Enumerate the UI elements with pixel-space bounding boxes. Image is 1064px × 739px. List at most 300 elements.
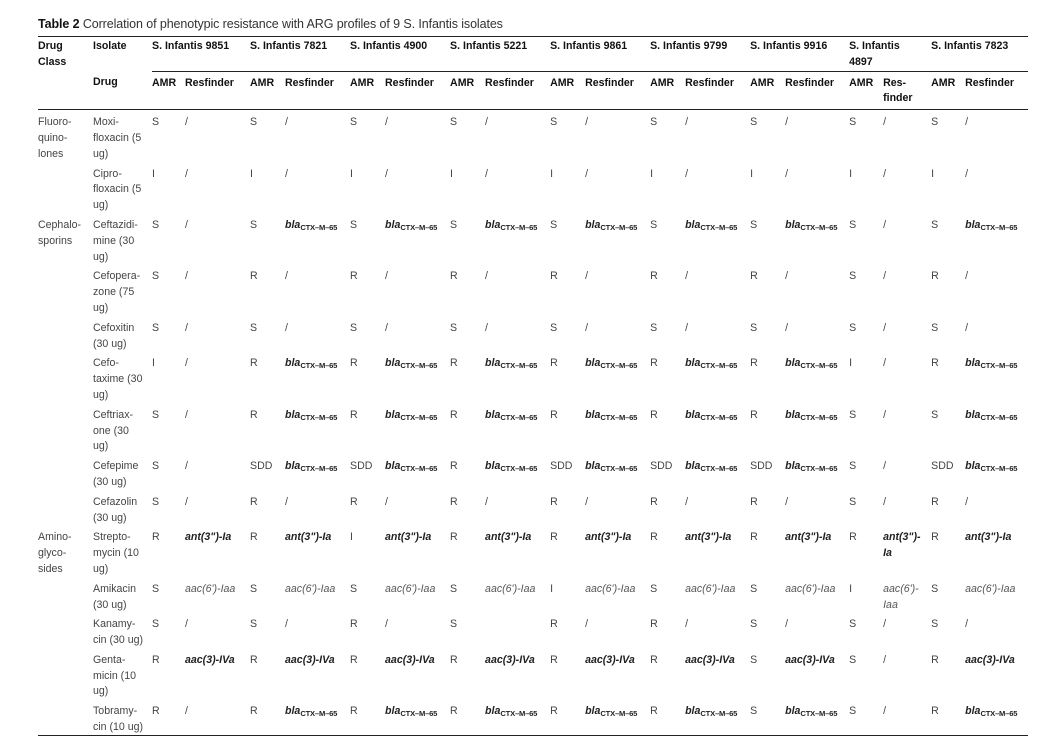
resfinder-gene: bla$_{CTX-M-65}$	[585, 408, 638, 422]
amr-cell: R	[450, 653, 458, 666]
amr-cell: S	[931, 408, 939, 421]
resfinder-cell	[185, 167, 250, 214]
amr-cell: I	[550, 167, 554, 180]
drug-class-cell	[38, 356, 93, 403]
amr-cell: R	[350, 618, 358, 631]
resfinder-gene: aac(6')-Iaa	[485, 582, 536, 595]
resfinder-gene: aac(3)-IVa	[785, 653, 835, 666]
resfinder-cell	[965, 459, 1028, 491]
resfinder-gene: /	[385, 618, 388, 631]
resfinder-cell	[285, 218, 350, 265]
resfinder-cell	[785, 408, 849, 455]
drug-cell: Cefoxitin (30 ug)	[93, 321, 135, 350]
amr-cell: SDD	[650, 460, 673, 473]
drug-cell: Strepto- mycin (10 ug)	[93, 531, 139, 575]
amr-cell: S	[750, 582, 758, 595]
header-isolate-2: S. Infantis 7821	[250, 40, 328, 52]
amr-cell: S	[650, 116, 658, 129]
amr-cell: R	[750, 408, 758, 421]
amr-cell: S	[450, 218, 458, 231]
resfinder-cell	[485, 408, 550, 455]
amr-cell: S	[550, 116, 558, 129]
amr-cell: R	[650, 270, 658, 283]
resfinder-cell	[285, 653, 350, 700]
resfinder-gene: /	[185, 357, 188, 370]
amr-cell: R	[650, 653, 658, 666]
drug-cell: Ceftazidi- mine (30 ug)	[93, 218, 138, 263]
resfinder-gene: /	[883, 618, 887, 631]
header-isolate-7: S. Infantis 9916	[750, 40, 828, 52]
amr-cell: S	[849, 116, 857, 129]
resfinder-cell	[785, 218, 849, 265]
table-row	[38, 653, 1028, 700]
table-row	[38, 530, 1028, 577]
resfinder-gene: /	[285, 321, 288, 334]
resfinder-cell	[785, 582, 849, 614]
resfinder-gene: bla$_{CTX-M-65}$	[685, 408, 738, 422]
resfinder-gene: ant(3")-Ia	[585, 531, 632, 544]
amr-cell: R	[931, 357, 939, 370]
amr-cell: R	[849, 531, 857, 544]
resfinder-gene: aac(6')-Iaa	[965, 582, 1016, 595]
resfinder-cell	[685, 269, 750, 316]
amr-cell: S	[550, 218, 558, 231]
resfinder-gene: bla$_{CTX-M-65}$	[285, 460, 338, 474]
header-amr-6: AMR	[650, 71, 685, 110]
amr-cell: S	[750, 653, 758, 666]
resfinder-cell	[965, 356, 1028, 403]
resfinder-gene: ant(3")- Ia	[883, 531, 921, 560]
drug-cell: Moxi- floxacin (5 ug)	[93, 116, 142, 160]
resfinder-cell	[285, 408, 350, 455]
resfinder-gene: /	[485, 116, 488, 129]
amr-cell: I	[152, 357, 155, 370]
resfinder-gene: /	[883, 218, 887, 231]
header-isolate-9: S. Infantis 7823	[931, 40, 1009, 52]
resfinder-cell	[485, 617, 550, 649]
resfinder-cell	[883, 653, 931, 700]
resfinder-cell	[965, 704, 1028, 736]
resfinder-gene: /	[883, 357, 887, 370]
amr-cell: S	[650, 321, 658, 334]
header-isolate: Isolate	[93, 40, 127, 52]
resfinder-gene: ant(3")-Ia	[385, 531, 432, 544]
resfinder-cell	[285, 110, 350, 163]
resfinder-cell	[185, 617, 250, 649]
resfinder-gene: aac(3)-IVa	[685, 653, 735, 666]
resfinder-cell	[385, 110, 450, 163]
resfinder-cell	[385, 167, 450, 214]
amr-cell: R	[650, 531, 658, 544]
drug-class-cell	[38, 617, 93, 649]
drug-class-cell	[38, 408, 93, 455]
amr-cell: R	[250, 270, 258, 283]
drug-cell: Ceftriax- one (30 ug)	[93, 408, 134, 453]
resfinder-gene: bla$_{CTX-M-65}$	[485, 705, 538, 719]
drug-class-cell	[38, 653, 93, 700]
amr-cell: R	[931, 270, 939, 283]
resfinder-gene: /	[185, 618, 188, 631]
resfinder-cell	[185, 110, 250, 163]
table-header	[38, 37, 1028, 110]
header-isolate-8: S. Infantis 4897	[849, 40, 900, 68]
resfinder-cell	[965, 653, 1028, 700]
resfinder-cell	[485, 218, 550, 265]
resfinder-gene: /	[883, 321, 887, 334]
table-row	[38, 582, 1028, 614]
amr-cell: I	[849, 357, 853, 370]
amr-cell: R	[931, 531, 939, 544]
resfinder-cell	[965, 167, 1028, 214]
resfinder-gene: aac(3)-IVa	[485, 653, 535, 666]
header-isolate-6: S. Infantis 9799	[650, 40, 728, 52]
resfinder-gene: /	[485, 495, 488, 508]
resfinder-gene: bla$_{CTX-M-65}$	[785, 705, 838, 719]
resfinder-cell	[385, 617, 450, 649]
resfinder-cell	[385, 269, 450, 316]
resfinder-cell	[785, 617, 849, 649]
header-resfinder-8: Res- finder	[883, 71, 931, 110]
amr-cell: S	[250, 116, 258, 129]
resfinder-gene: bla$_{CTX-M-65}$	[685, 357, 738, 371]
amr-cell: R	[931, 705, 939, 718]
resfinder-cell	[883, 530, 931, 577]
resfinder-cell	[685, 356, 750, 403]
amr-cell: R	[350, 270, 358, 283]
resfinder-gene: bla$_{CTX-M-65}$	[485, 460, 538, 474]
resfinder-cell	[965, 110, 1028, 163]
resfinder-cell	[785, 495, 849, 527]
resfinder-cell	[965, 582, 1028, 614]
table-caption-text: Correlation of phenotypic resistance with ARG profiles of 9 S. Infantis isolates	[82, 17, 503, 31]
resfinder-gene: /	[883, 167, 887, 180]
resfinder-gene: /	[485, 321, 488, 334]
resfinder-gene: /	[883, 116, 887, 129]
resfinder-gene: /	[785, 321, 789, 334]
resfinder-gene: ant(3")-Ia	[485, 531, 532, 544]
amr-cell: R	[931, 653, 939, 666]
amr-cell: R	[250, 653, 258, 666]
resfinder-gene: aac(3)-IVa	[185, 653, 235, 666]
amr-cell: S	[152, 321, 160, 334]
drug-cell: Amikacin (30 ug)	[93, 582, 136, 611]
resfinder-cell	[685, 617, 750, 649]
amr-cell: S	[931, 116, 939, 129]
amr-cell: S	[550, 321, 558, 334]
resfinder-gene: /	[585, 167, 589, 180]
resfinder-cell	[685, 704, 750, 736]
amr-cell: R	[450, 408, 458, 421]
resfinder-gene: bla$_{CTX-M-65}$	[385, 460, 438, 474]
resfinder-gene: /	[685, 116, 689, 129]
drug-class-cell: Fluoro- quino- lones	[38, 116, 72, 160]
amr-cell: R	[350, 705, 358, 718]
resfinder-gene: bla$_{CTX-M-65}$	[285, 218, 338, 232]
resfinder-cell	[385, 218, 450, 265]
resfinder-gene: /	[965, 270, 969, 283]
amr-cell: SDD	[350, 460, 373, 473]
resfinder-cell	[585, 167, 650, 214]
resfinder-cell	[185, 653, 250, 700]
amr-cell: R	[750, 495, 758, 508]
resfinder-gene: /	[965, 495, 969, 508]
resfinder-cell	[685, 110, 750, 163]
resfinder-cell	[685, 408, 750, 455]
resfinder-cell	[485, 582, 550, 614]
resfinder-cell	[883, 321, 931, 353]
resfinder-gene: /	[185, 218, 188, 231]
resfinder-cell	[883, 356, 931, 403]
resfinder-cell	[285, 356, 350, 403]
resfinder-gene: /	[185, 270, 188, 283]
resfinder-gene: /	[883, 705, 887, 718]
resfinder-gene: aac(3)-IVa	[285, 653, 335, 666]
amr-cell: I	[250, 167, 253, 180]
resfinder-cell	[685, 321, 750, 353]
resfinder-cell	[485, 110, 550, 163]
amr-cell: S	[849, 495, 857, 508]
header-amr-7: AMR	[750, 71, 785, 110]
amr-cell: S	[450, 618, 458, 631]
resfinder-cell	[883, 269, 931, 316]
amr-cell: S	[450, 582, 458, 595]
resfinder-cell	[965, 495, 1028, 527]
amr-cell: R	[650, 495, 658, 508]
resfinder-cell	[965, 617, 1028, 649]
resfinder-gene: bla$_{CTX-M-65}$	[385, 408, 438, 422]
amr-cell: S	[350, 321, 358, 334]
resfinder-gene: bla$_{CTX-M-65}$	[285, 705, 338, 719]
table-row	[38, 617, 1028, 649]
resfinder-cell	[385, 495, 450, 527]
resfinder-gene: /	[785, 618, 789, 631]
resfinder-gene: bla$_{CTX-M-65}$	[485, 218, 538, 232]
resfinder-gene: bla$_{CTX-M-65}$	[685, 460, 738, 474]
amr-cell: R	[152, 531, 160, 544]
resfinder-gene: /	[385, 270, 388, 283]
amr-cell: S	[750, 116, 758, 129]
amr-cell: R	[350, 495, 358, 508]
header-drug-class: Drug Class	[38, 40, 67, 68]
amr-cell: SDD	[250, 460, 273, 473]
amr-cell: S	[250, 218, 258, 231]
amr-cell: R	[250, 705, 258, 718]
resfinder-cell	[883, 408, 931, 455]
resfinder-cell	[883, 617, 931, 649]
resfinder-gene: /	[285, 167, 288, 180]
resfinder-gene: bla$_{CTX-M-65}$	[785, 408, 838, 422]
resfinder-gene: /	[185, 495, 188, 508]
amr-cell: R	[650, 618, 658, 631]
amr-cell: S	[650, 582, 658, 595]
header-resfinder-7: Resfinder	[785, 71, 849, 110]
resfinder-gene: ant(3")-Ia	[965, 531, 1012, 544]
resfinder-cell	[785, 321, 849, 353]
amr-cell: R	[650, 705, 658, 718]
resfinder-cell	[685, 167, 750, 214]
header-amr-8: AMR	[849, 71, 883, 110]
resfinder-cell	[185, 218, 250, 265]
resfinder-gene: aac(6')-Iaa	[185, 582, 236, 595]
amr-cell: S	[152, 218, 160, 231]
amr-cell: S	[849, 218, 857, 231]
amr-cell: S	[350, 218, 358, 231]
resfinder-gene: aac(3)-IVa	[585, 653, 635, 666]
resfinder-cell	[965, 321, 1028, 353]
amr-cell: R	[550, 653, 558, 666]
table-row	[38, 110, 1028, 163]
amr-cell: S	[849, 618, 857, 631]
resfinder-cell	[585, 530, 650, 577]
resfinder-cell	[585, 653, 650, 700]
amr-cell: R	[450, 705, 458, 718]
amr-cell: S	[931, 321, 939, 334]
resfinder-cell	[685, 218, 750, 265]
amr-cell: S	[152, 618, 160, 631]
resfinder-gene: /	[585, 321, 589, 334]
resfinder-gene: aac(3)-IVa	[385, 653, 435, 666]
resfinder-cell	[585, 110, 650, 163]
amr-cell: S	[152, 495, 160, 508]
resfinder-gene: bla$_{CTX-M-65}$	[965, 460, 1018, 474]
amr-cell: I	[849, 167, 853, 180]
resfinder-gene: /	[385, 321, 388, 334]
resfinder-cell	[585, 321, 650, 353]
resfinder-cell	[883, 582, 931, 614]
amr-cell: S	[931, 218, 939, 231]
resfinder-gene: /	[285, 618, 288, 631]
header-resfinder-3: Resfinder	[385, 71, 450, 110]
resfinder-gene: bla$_{CTX-M-65}$	[965, 357, 1018, 371]
resfinder-gene: bla$_{CTX-M-65}$	[785, 218, 838, 232]
resfinder-gene: /	[285, 116, 288, 129]
drug-class-cell	[38, 582, 93, 614]
resfinder-gene: /	[965, 167, 969, 180]
resfinder-cell	[185, 356, 250, 403]
resfinder-gene: /	[685, 321, 689, 334]
resfinder-cell	[585, 408, 650, 455]
amr-cell: R	[750, 357, 758, 370]
resfinder-gene: bla$_{CTX-M-65}$	[385, 218, 438, 232]
resfinder-gene: /	[585, 495, 589, 508]
amr-cell: I	[450, 167, 453, 180]
resfinder-cell	[785, 356, 849, 403]
amr-cell: R	[750, 270, 758, 283]
amr-cell: R	[152, 705, 160, 718]
resfinder-cell	[285, 459, 350, 491]
resfinder-gene: /	[965, 321, 969, 334]
resfinder-cell	[883, 704, 931, 736]
resfinder-gene: aac(6')-Iaa	[785, 582, 836, 595]
amr-cell: R	[450, 460, 458, 473]
header-amr-9: AMR	[931, 71, 965, 110]
amr-cell: S	[931, 582, 939, 595]
resfinder-gene: /	[785, 116, 789, 129]
amr-cell: I	[350, 531, 353, 544]
resfinder-gene: bla$_{CTX-M-65}$	[285, 357, 338, 371]
amr-cell: S	[849, 705, 857, 718]
resfinder-gene: /	[685, 495, 689, 508]
amr-cell: S	[250, 582, 258, 595]
resfinder-gene: /	[385, 495, 388, 508]
resfinder-cell	[385, 408, 450, 455]
header-resfinder-1: Resfinder	[185, 71, 250, 110]
resfinder-gene: bla$_{CTX-M-65}$	[785, 460, 838, 474]
table-row	[38, 495, 1028, 527]
resfinder-cell	[485, 269, 550, 316]
drug-cell: Kanamy- cin (30 ug)	[93, 618, 144, 647]
header-amr-1: AMR	[152, 71, 185, 110]
resfinder-gene: /	[185, 705, 188, 718]
resfinder-cell	[485, 167, 550, 214]
resfinder-gene: /	[965, 116, 969, 129]
resfinder-cell	[585, 704, 650, 736]
resfinder-cell	[585, 459, 650, 491]
resfinder-gene: aac(3)-IVa	[965, 653, 1015, 666]
resfinder-gene: /	[585, 618, 589, 631]
amr-cell: S	[250, 321, 258, 334]
header-isolate-5: S. Infantis 9861	[550, 40, 628, 52]
resfinder-cell	[785, 704, 849, 736]
resfinder-gene: /	[585, 270, 589, 283]
drug-cell: Cefo- taxime (30 ug)	[93, 357, 143, 401]
amr-cell: R	[350, 408, 358, 421]
resfinder-gene: /	[485, 167, 488, 180]
resfinder-cell	[185, 321, 250, 353]
amr-cell: I	[152, 167, 155, 180]
header-amr-3: AMR	[350, 71, 385, 110]
table-row	[38, 321, 1028, 353]
resfinder-gene: bla$_{CTX-M-65}$	[685, 705, 738, 719]
resfinder-gene: bla$_{CTX-M-65}$	[965, 705, 1018, 719]
resfinder-cell	[185, 459, 250, 491]
header-empty	[38, 71, 93, 110]
amr-cell: S	[750, 218, 758, 231]
resfinder-cell	[785, 653, 849, 700]
resfinder-gene: /	[485, 270, 488, 283]
header-resfinder-4: Resfinder	[485, 71, 550, 110]
resfinder-cell	[585, 582, 650, 614]
resfinder-gene: bla$_{CTX-M-65}$	[585, 218, 638, 232]
table-caption	[38, 16, 1028, 32]
amr-cell: R	[450, 357, 458, 370]
drug-cell: Cefazolin (30 ug)	[93, 495, 138, 524]
resfinder-gene: /	[185, 167, 188, 180]
amr-cell: S	[450, 321, 458, 334]
amr-cell: I	[750, 167, 754, 180]
resfinder-cell	[485, 530, 550, 577]
header-amr-5: AMR	[550, 71, 585, 110]
amr-cell: S	[152, 270, 160, 283]
resfinder-cell	[485, 321, 550, 353]
resfinder-cell	[685, 582, 750, 614]
resfinder-gene: /	[883, 495, 887, 508]
resfinder-cell	[385, 321, 450, 353]
resfinder-cell	[965, 530, 1028, 577]
resfinder-cell	[185, 582, 250, 614]
resfinder-gene: /	[785, 167, 789, 180]
amr-cell: S	[849, 460, 857, 473]
resfinder-cell	[685, 495, 750, 527]
amr-cell: R	[152, 653, 160, 666]
resfinder-cell	[185, 269, 250, 316]
header-resfinder-9: Resfinder	[965, 71, 1028, 110]
resfinder-cell	[965, 218, 1028, 265]
resfinder-gene: bla$_{CTX-M-65}$	[965, 408, 1018, 422]
amr-cell: R	[550, 705, 558, 718]
amr-cell: R	[250, 357, 258, 370]
resfinder-cell	[685, 530, 750, 577]
